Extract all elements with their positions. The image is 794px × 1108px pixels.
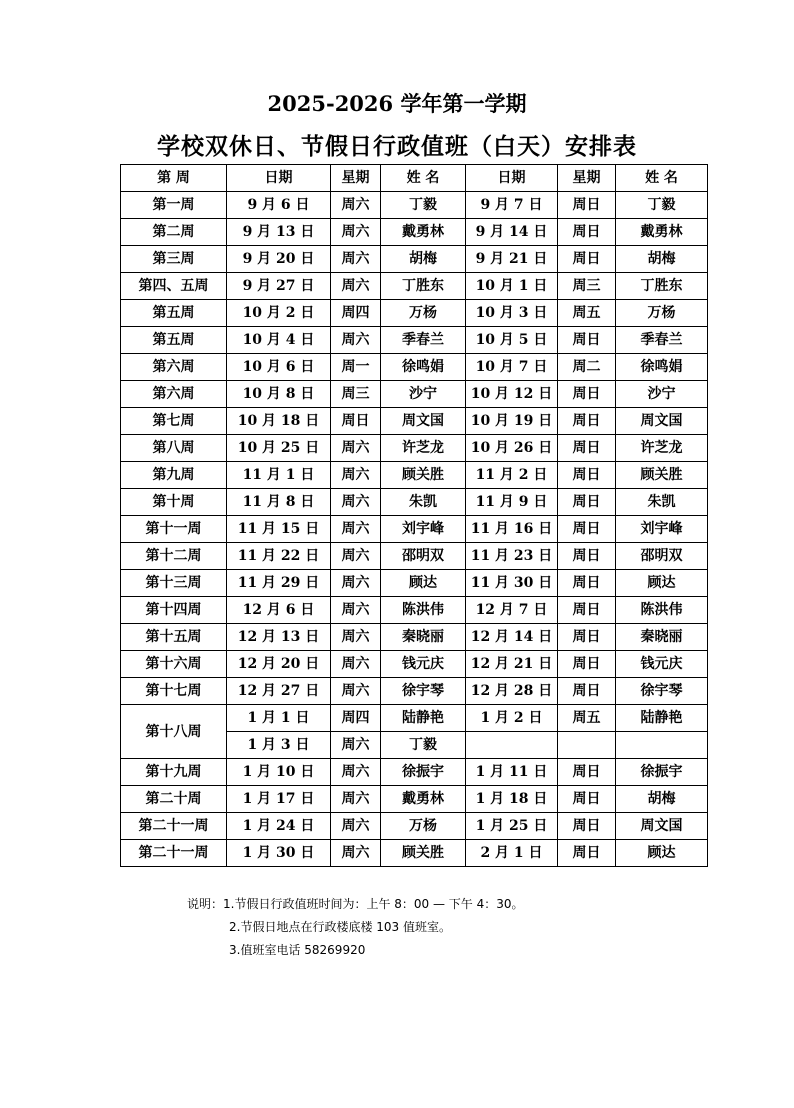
- weekday-cell: 周日: [558, 219, 616, 246]
- name-cell: 戴勇林: [381, 219, 466, 246]
- date-cell: 11 月 9 日: [466, 489, 558, 516]
- weekday-cell: 周日: [558, 246, 616, 273]
- table-row: [121, 354, 708, 381]
- date-cell: 1 月 11 日: [466, 759, 558, 786]
- table-row: [121, 246, 708, 273]
- name-cell: 沙宁: [616, 381, 708, 408]
- weekday-cell: 周日: [331, 408, 381, 435]
- date-cell: 1 月 25 日: [466, 813, 558, 840]
- name-cell: 刘宇峰: [381, 516, 466, 543]
- table-row: [121, 192, 708, 219]
- table-row: [121, 462, 708, 489]
- date-cell: 10 月 8 日: [227, 381, 331, 408]
- weekday-cell: 周六: [331, 219, 381, 246]
- name-cell: 丁毅: [616, 192, 708, 219]
- week-cell: 第六周: [121, 354, 227, 381]
- weekday-cell: 周四: [331, 705, 381, 732]
- weekday-cell: 周六: [331, 543, 381, 570]
- table-row: [121, 570, 708, 597]
- header-date-2: 日期: [466, 165, 558, 192]
- date-cell: 10 月 26 日: [466, 435, 558, 462]
- date-cell: 9 月 21 日: [466, 246, 558, 273]
- name-cell: 戴勇林: [381, 786, 466, 813]
- weekday-cell: 周日: [558, 489, 616, 516]
- weekday-cell: 周日: [558, 570, 616, 597]
- name-cell: 胡梅: [616, 246, 708, 273]
- date-cell: 10 月 19 日: [466, 408, 558, 435]
- week-cell: 第十六周: [121, 651, 227, 678]
- weekday-cell: 周六: [331, 651, 381, 678]
- empty-cell: [558, 732, 616, 759]
- name-cell: 徐振宇: [616, 759, 708, 786]
- date-cell: 11 月 2 日: [466, 462, 558, 489]
- name-cell: 朱凯: [381, 489, 466, 516]
- table-row: [121, 597, 708, 624]
- name-cell: 胡梅: [381, 246, 466, 273]
- date-cell: 10 月 25 日: [227, 435, 331, 462]
- date-cell: 12 月 21 日: [466, 651, 558, 678]
- weekday-cell: 周六: [331, 489, 381, 516]
- name-cell: 沙宁: [381, 381, 466, 408]
- date-cell: 9 月 27 日: [227, 273, 331, 300]
- weekday-cell: 周六: [331, 246, 381, 273]
- header-name-2: 姓 名: [616, 165, 708, 192]
- date-cell: 12 月 28 日: [466, 678, 558, 705]
- week-cell: 第二周: [121, 219, 227, 246]
- week-cell: 第二十一周: [121, 840, 227, 867]
- name-cell: 邵明双: [381, 543, 466, 570]
- table-row: [121, 840, 708, 867]
- name-cell: 季春兰: [381, 327, 466, 354]
- date-cell: 12 月 27 日: [227, 678, 331, 705]
- table-row: [121, 219, 708, 246]
- table-row: [121, 327, 708, 354]
- week-cell: 第十二周: [121, 543, 227, 570]
- date-cell: 9 月 20 日: [227, 246, 331, 273]
- weekday-cell: 周日: [558, 786, 616, 813]
- week-cell: 第十五周: [121, 624, 227, 651]
- date-cell: 11 月 30 日: [466, 570, 558, 597]
- date-cell: 1 月 18 日: [466, 786, 558, 813]
- weekday-cell: 周日: [558, 408, 616, 435]
- empty-cell: [616, 732, 708, 759]
- date-cell: 12 月 20 日: [227, 651, 331, 678]
- week-cell: 第一周: [121, 192, 227, 219]
- table-row: [121, 300, 708, 327]
- name-cell: 丁毅: [381, 732, 466, 759]
- name-cell: 朱凯: [616, 489, 708, 516]
- header-weekday-2: 星期: [558, 165, 616, 192]
- name-cell: 万杨: [381, 813, 466, 840]
- name-cell: 徐宇琴: [616, 678, 708, 705]
- date-cell: 10 月 12 日: [466, 381, 558, 408]
- duty-schedule-table: [120, 164, 708, 867]
- note-line-2: 2.节假日地点在行政楼底楼 103 值班室。: [229, 920, 451, 934]
- date-cell: 11 月 16 日: [466, 516, 558, 543]
- week-cell: 第十周: [121, 489, 227, 516]
- date-cell: 10 月 18 日: [227, 408, 331, 435]
- date-cell: 11 月 8 日: [227, 489, 331, 516]
- date-cell: 11 月 15 日: [227, 516, 331, 543]
- weekday-cell: 周日: [558, 597, 616, 624]
- date-cell: 12 月 13 日: [227, 624, 331, 651]
- name-cell: 徐鸣娟: [381, 354, 466, 381]
- date-cell: 1 月 24 日: [227, 813, 331, 840]
- week-cell: 第二十周: [121, 786, 227, 813]
- date-cell: 1 月 10 日: [227, 759, 331, 786]
- weekday-cell: 周日: [558, 624, 616, 651]
- date-cell: 1 月 2 日: [466, 705, 558, 732]
- weekday-cell: 周日: [558, 813, 616, 840]
- name-cell: 顾关胜: [381, 840, 466, 867]
- week-cell: 第六周: [121, 381, 227, 408]
- date-cell: 12 月 6 日: [227, 597, 331, 624]
- date-cell: 11 月 23 日: [466, 543, 558, 570]
- name-cell: 丁胜东: [616, 273, 708, 300]
- table-row: [121, 489, 708, 516]
- date-cell: 9 月 7 日: [466, 192, 558, 219]
- name-cell: 周文国: [616, 408, 708, 435]
- name-cell: 陆静艳: [381, 705, 466, 732]
- week-cell: 第七周: [121, 408, 227, 435]
- weekday-cell: 周六: [331, 192, 381, 219]
- weekday-cell: 周日: [558, 192, 616, 219]
- weekday-cell: 周日: [558, 462, 616, 489]
- name-cell: 丁胜东: [381, 273, 466, 300]
- date-cell: 9 月 6 日: [227, 192, 331, 219]
- date-cell: 11 月 1 日: [227, 462, 331, 489]
- header-week: 第 周: [121, 165, 227, 192]
- name-cell: 陈洪伟: [616, 597, 708, 624]
- week-cell: 第四、五周: [121, 273, 227, 300]
- name-cell: 顾关胜: [381, 462, 466, 489]
- date-cell: 1 月 3 日: [227, 732, 331, 759]
- table-row-week18-a: [121, 705, 708, 732]
- weekday-cell: 周六: [331, 597, 381, 624]
- name-cell: 万杨: [616, 300, 708, 327]
- name-cell: 许芝龙: [616, 435, 708, 462]
- name-cell: 徐振宇: [381, 759, 466, 786]
- week-cell: 第五周: [121, 300, 227, 327]
- table-row: [121, 678, 708, 705]
- weekday-cell: 周日: [558, 759, 616, 786]
- table-header-row: [121, 165, 708, 192]
- week-cell: 第二十一周: [121, 813, 227, 840]
- week-cell: 第十八周: [121, 705, 227, 759]
- week-cell: 第三周: [121, 246, 227, 273]
- weekday-cell: 周三: [331, 381, 381, 408]
- date-cell: 10 月 2 日: [227, 300, 331, 327]
- table-row: [121, 813, 708, 840]
- table-row: [121, 651, 708, 678]
- date-cell: 10 月 1 日: [466, 273, 558, 300]
- table-row: [121, 624, 708, 651]
- weekday-cell: 周六: [331, 678, 381, 705]
- week-cell: 第十七周: [121, 678, 227, 705]
- empty-cell: [466, 732, 558, 759]
- date-cell: 12 月 14 日: [466, 624, 558, 651]
- date-cell: 9 月 13 日: [227, 219, 331, 246]
- weekday-cell: 周日: [558, 840, 616, 867]
- week-cell: 第八周: [121, 435, 227, 462]
- date-cell: 10 月 6 日: [227, 354, 331, 381]
- table-row: [121, 516, 708, 543]
- name-cell: 顾达: [381, 570, 466, 597]
- weekday-cell: 周日: [558, 678, 616, 705]
- week-cell: 第九周: [121, 462, 227, 489]
- name-cell: 钱元庆: [381, 651, 466, 678]
- weekday-cell: 周六: [331, 273, 381, 300]
- weekday-cell: 周三: [558, 273, 616, 300]
- name-cell: 顾关胜: [616, 462, 708, 489]
- weekday-cell: 周日: [558, 435, 616, 462]
- weekday-cell: 周六: [331, 813, 381, 840]
- note-line-1: 说明：1.节假日行政值班时间为：上午 8：00 — 下午 4：30。: [187, 897, 524, 911]
- name-cell: 秦晓丽: [616, 624, 708, 651]
- table-row: [121, 435, 708, 462]
- name-cell: 顾达: [616, 840, 708, 867]
- name-cell: 邵明双: [616, 543, 708, 570]
- weekday-cell: 周日: [558, 651, 616, 678]
- week-cell: 第十三周: [121, 570, 227, 597]
- weekday-cell: 周六: [331, 624, 381, 651]
- date-cell: 10 月 7 日: [466, 354, 558, 381]
- date-cell: 11 月 22 日: [227, 543, 331, 570]
- weekday-cell: 周六: [331, 759, 381, 786]
- name-cell: 徐鸣娟: [616, 354, 708, 381]
- date-cell: 9 月 14 日: [466, 219, 558, 246]
- header-date-1: 日期: [227, 165, 331, 192]
- date-cell: 1 月 17 日: [227, 786, 331, 813]
- name-cell: 刘宇峰: [616, 516, 708, 543]
- weekday-cell: 周四: [331, 300, 381, 327]
- weekday-cell: 周六: [331, 327, 381, 354]
- name-cell: 徐宇琴: [381, 678, 466, 705]
- weekday-cell: 周六: [331, 462, 381, 489]
- date-cell: 10 月 4 日: [227, 327, 331, 354]
- title-line-1: 2025-2026 学年第一学期: [267, 91, 527, 116]
- weekday-cell: 周六: [331, 570, 381, 597]
- name-cell: 周文国: [381, 408, 466, 435]
- weekday-cell: 周六: [331, 786, 381, 813]
- table-row: [121, 408, 708, 435]
- weekday-cell: 周日: [558, 327, 616, 354]
- title-line-2: 学校双休日、节假日行政值班（白天）安排表: [157, 133, 637, 160]
- weekday-cell: 周五: [558, 705, 616, 732]
- week-cell: 第十一周: [121, 516, 227, 543]
- name-cell: 许芝龙: [381, 435, 466, 462]
- date-cell: 10 月 5 日: [466, 327, 558, 354]
- date-cell: 10 月 3 日: [466, 300, 558, 327]
- weekday-cell: 周日: [558, 516, 616, 543]
- weekday-cell: 周六: [331, 840, 381, 867]
- note-line-3: 3.值班室电话 58269920: [229, 943, 366, 957]
- table-row: [121, 759, 708, 786]
- name-cell: 顾达: [616, 570, 708, 597]
- date-cell: 1 月 1 日: [227, 705, 331, 732]
- name-cell: 戴勇林: [616, 219, 708, 246]
- date-cell: 2 月 1 日: [466, 840, 558, 867]
- weekday-cell: 周六: [331, 435, 381, 462]
- table-row: [121, 786, 708, 813]
- name-cell: 胡梅: [616, 786, 708, 813]
- week-cell: 第十四周: [121, 597, 227, 624]
- table-row: [121, 543, 708, 570]
- weekday-cell: 周六: [331, 516, 381, 543]
- name-cell: 陈洪伟: [381, 597, 466, 624]
- week-cell: 第五周: [121, 327, 227, 354]
- name-cell: 秦晓丽: [381, 624, 466, 651]
- name-cell: 钱元庆: [616, 651, 708, 678]
- header-name-1: 姓 名: [381, 165, 466, 192]
- date-cell: 11 月 29 日: [227, 570, 331, 597]
- name-cell: 陆静艳: [616, 705, 708, 732]
- date-cell: 12 月 7 日: [466, 597, 558, 624]
- weekday-cell: 周五: [558, 300, 616, 327]
- name-cell: 万杨: [381, 300, 466, 327]
- name-cell: 周文国: [616, 813, 708, 840]
- notes: [187, 893, 524, 962]
- weekday-cell: 周日: [558, 543, 616, 570]
- table-row: [121, 381, 708, 408]
- weekday-cell: 周二: [558, 354, 616, 381]
- week-cell: 第十九周: [121, 759, 227, 786]
- weekday-cell: 周六: [331, 732, 381, 759]
- header-weekday-1: 星期: [331, 165, 381, 192]
- name-cell: 丁毅: [381, 192, 466, 219]
- weekday-cell: 周一: [331, 354, 381, 381]
- weekday-cell: 周日: [558, 381, 616, 408]
- table-row: [121, 273, 708, 300]
- name-cell: 季春兰: [616, 327, 708, 354]
- date-cell: 1 月 30 日: [227, 840, 331, 867]
